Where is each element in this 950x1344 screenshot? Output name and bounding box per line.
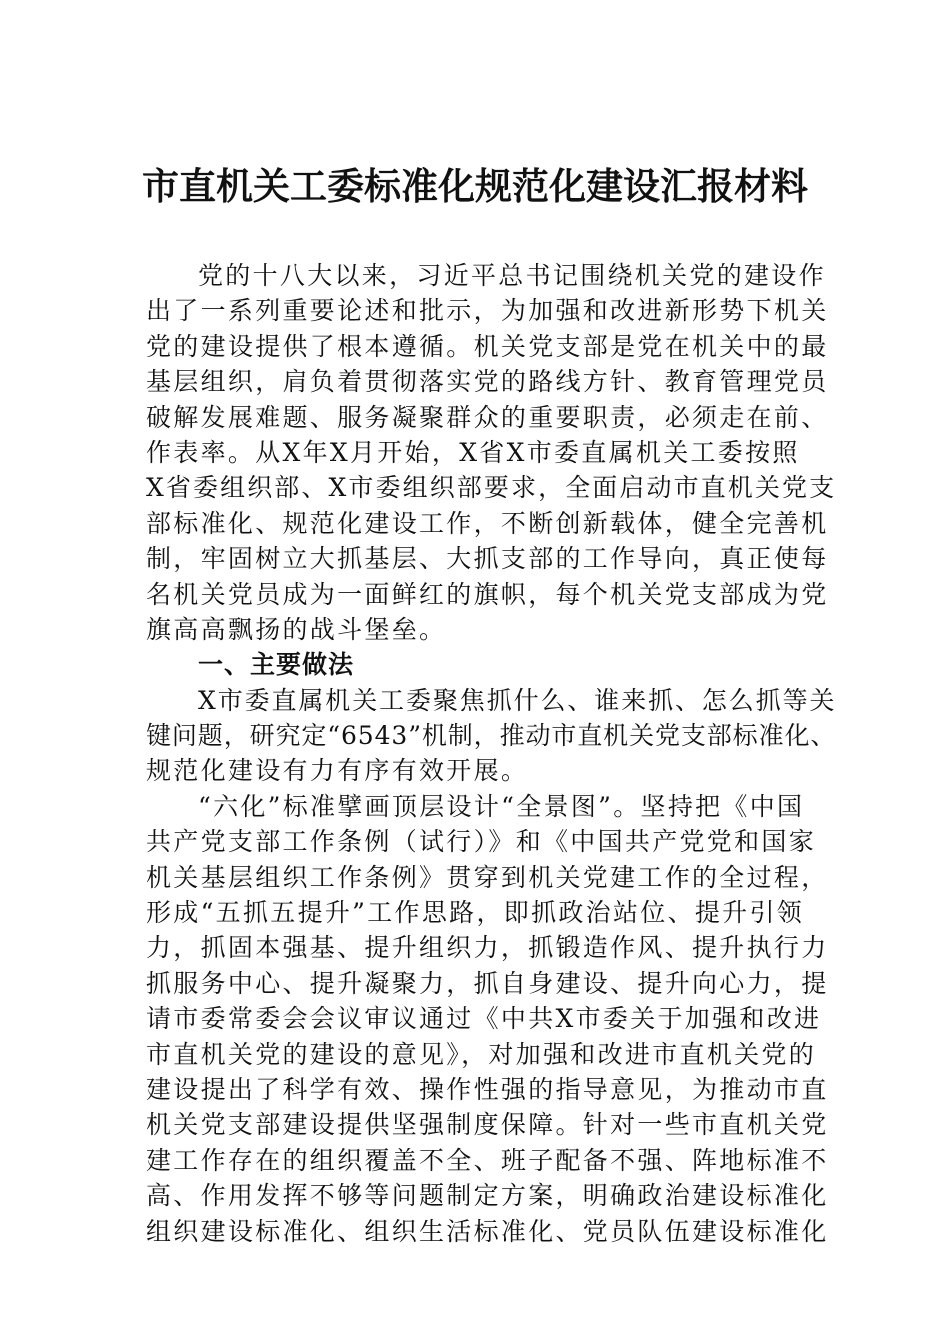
- paragraph-line: 力，抓固本强基、提升组织力，抓锻造作风、提升执行力: [146, 933, 829, 963]
- paragraph-line: 形成“五抓五提升”工作思路，即抓政治站位、提升引领: [146, 898, 805, 928]
- paragraph-line: 高、作用发挥不够等问题制定方案，明确政治建设标准化: [146, 1181, 829, 1211]
- paragraph-line: 党的十八大以来，习近平总书记围绕机关党的建设作: [198, 261, 826, 290]
- paragraph-line: 制，牢固树立大抓基层、大抓支部的工作导向，真正使每: [146, 544, 829, 574]
- paragraph-line: 规范化建设有力有序有效开展。: [146, 756, 529, 786]
- paragraph-line: 党的建设提供了根本遵循。机关党支部是党在机关中的最: [146, 331, 829, 361]
- paragraph-line: 作表率。从X年X月开始，X省X市委直属机关工委按照: [146, 437, 800, 467]
- paragraph-line: 旗高高飘扬的战斗堡垒。: [146, 614, 447, 644]
- paragraph-line: 共产党支部工作条例（试行）》和《中国共产党党和国家: [146, 827, 817, 857]
- paragraph-line: 抓服务中心、提升凝聚力，抓自身建设、提升向心力，提: [146, 968, 829, 998]
- document-body: [146, 258, 836, 1249]
- paragraph-line: 请市委常委会会议审议通过《中共X市委关于加强和改进: [146, 1004, 822, 1034]
- document-title: 市直机关工委标准化规范化建设汇报材料: [142, 164, 808, 208]
- paragraph-line: 键问题，研究定“6543”机制，推动市直机关党支部标准化、: [146, 721, 837, 751]
- paragraph-line: X省委组织部、X市委组织部要求，全面启动市直机关党支: [146, 473, 837, 503]
- paragraph-line: 建工作存在的组织覆盖不全、班子配备不强、阵地标准不: [146, 1145, 829, 1175]
- paragraph-line: 建设提出了科学有效、操作性强的指导意见，为推动市直: [146, 1074, 829, 1104]
- paragraph-line: “六化”标准擘画顶层设计“全景图”。坚持把《中国: [198, 791, 805, 821]
- paragraph-line: 部标准化、规范化建设工作，不断创新载体，健全完善机: [146, 508, 829, 538]
- paragraph-line: 组织建设标准化、组织生活标准化、党员队伍建设标准化: [146, 1216, 829, 1246]
- section-heading: 一、主要做法: [198, 650, 355, 680]
- paragraph-line: 基层组织，肩负着贯彻落实党的路线方针、教育管理党员: [146, 367, 829, 397]
- paragraph-line: 市直机关党的建设的意见》，对加强和改进市直机关党的: [146, 1039, 817, 1069]
- paragraph-line: 机关党支部建设提供坚强制度保障。针对一些市直机关党: [146, 1110, 829, 1140]
- paragraph-line: 破解发展难题、服务凝聚群众的重要职责，必须走在前、: [146, 402, 829, 432]
- paragraph-line: 出了一系列重要论述和批示，为加强和改进新形势下机关: [146, 296, 829, 326]
- paragraph-line: X市委直属机关工委聚焦抓什么、谁来抓、怎么抓等关: [198, 685, 837, 715]
- paragraph-line: 名机关党员成为一面鲜红的旗帜，每个机关党支部成为党: [146, 579, 829, 609]
- paragraph-line: 机关基层组织工作条例》贯穿到机关党建工作的全过程，: [146, 862, 829, 892]
